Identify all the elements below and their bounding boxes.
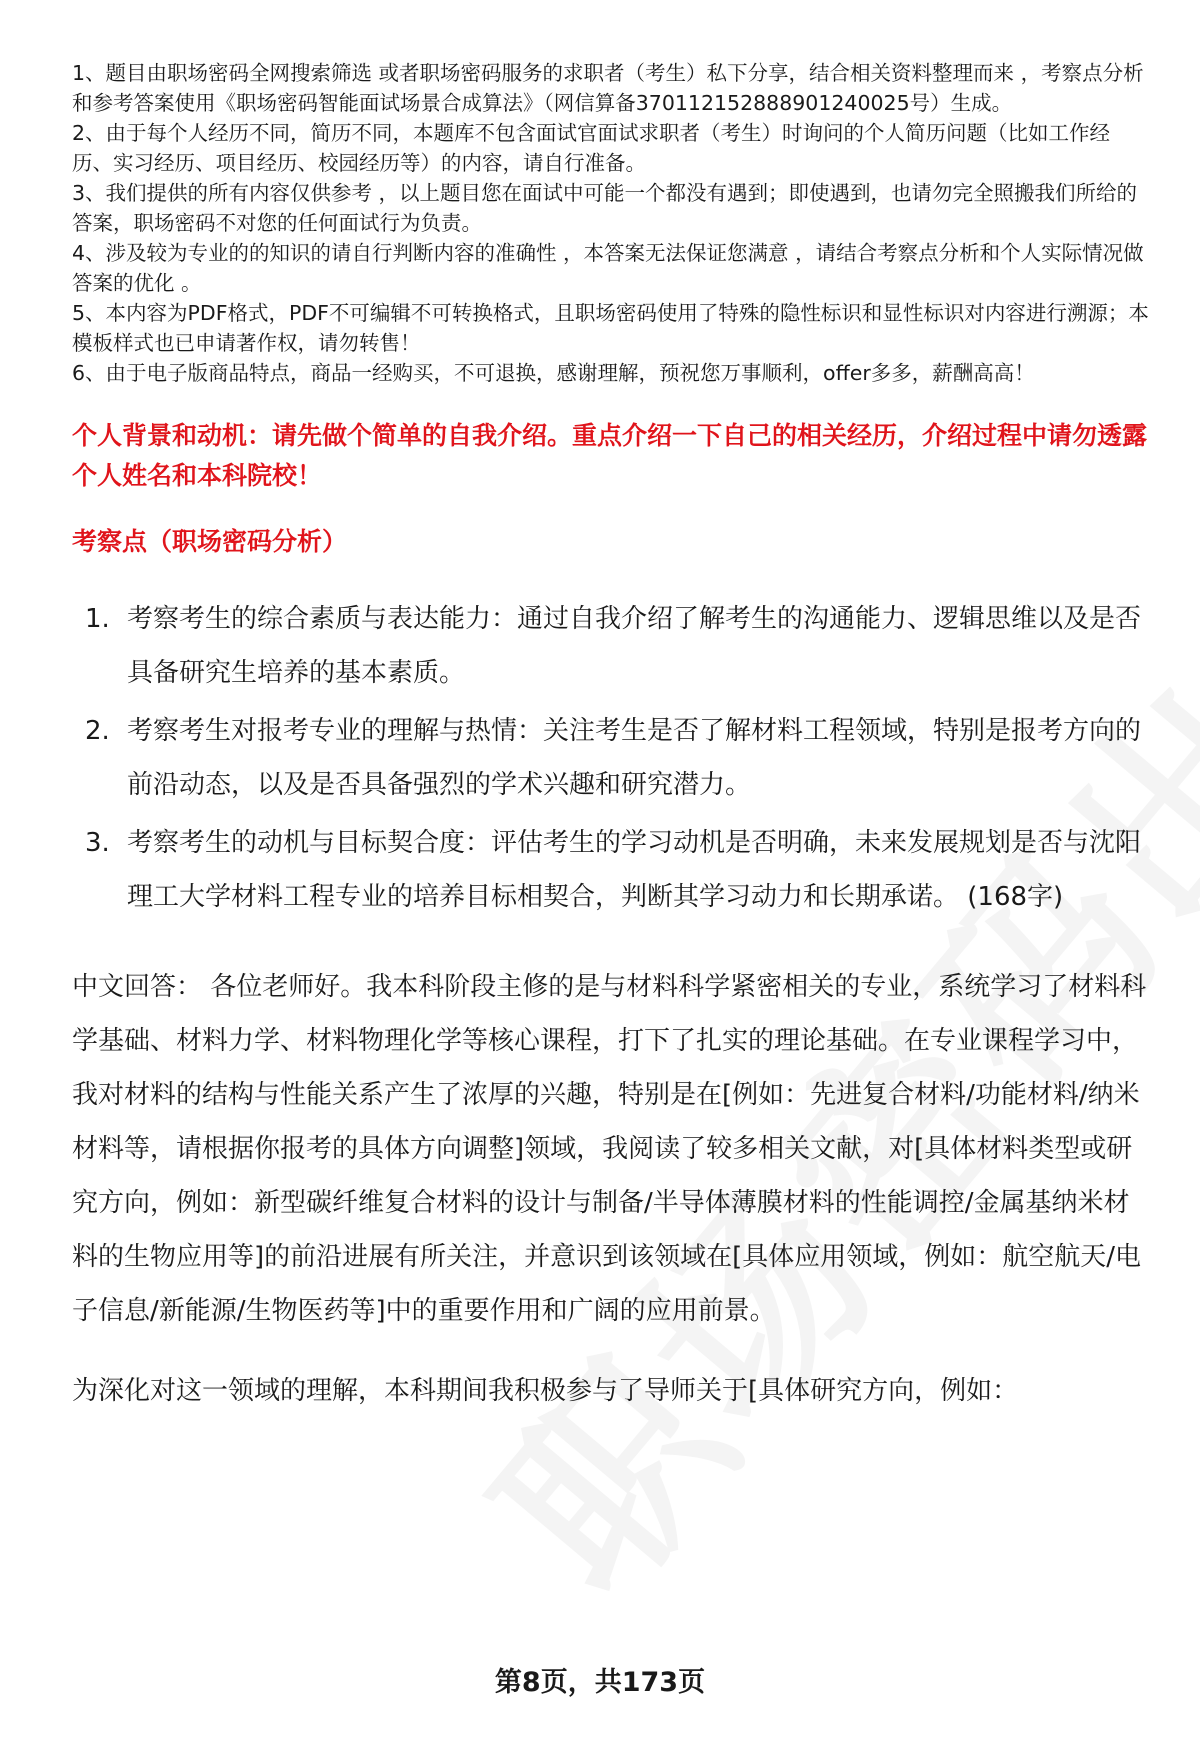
notice-item: 5、本内容为PDF格式，PDF不可编辑不可转换格式，且职场密码使用了特殊的隐性标识和显性标识对内容进行溯源；本模板样式也已申请著作权，请勿转售！	[72, 301, 1149, 355]
point-number: 3.	[85, 828, 110, 858]
point-number: 2.	[85, 716, 110, 746]
analysis-point	[72, 704, 1150, 812]
answer-paragraph: 为深化对这一领域的理解，本科期间我积极参与了导师关于[具体研究方向，例如：	[72, 1376, 1019, 1406]
interview-question: 个人背景和动机：请先做个简单的自我介绍。重点介绍一下自己的相关经历，介绍过程中请勿透露个人姓名和本科院校！	[72, 421, 1148, 490]
analysis-point	[72, 816, 1150, 924]
notice-item: 6、由于电子版商品特点，商品一经购买，不可退换，感谢理解，预祝您万事顺利，offer多多，薪酬高高！	[72, 361, 1035, 385]
point-text: 考察考生的动机与目标契合度：评估考生的学习动机是否明确，未来发展规划是否与沈阳理工大学材料工程专业的培养目标相契合，判断其学习动力和长期承诺。 (168字)	[127, 828, 1142, 912]
notice-item: 4、涉及较为专业的的知识的请自行判断内容的准确性 ，本答案无法保证您满意 ，请结合考察点分析和个人实际情况做答案的优化 。	[72, 241, 1144, 295]
analysis-title: 考察点（职场密码分析）	[72, 527, 348, 556]
analysis-point	[72, 592, 1150, 700]
answer-paragraph: 中文回答： 各位老师好。我本科阶段主修的是与材料科学紧密相关的专业，系统学习了材料科学基础、材料力学、材料物理化学等核心课程，打下了扎实的理论基础。在专业课程学习中，我对材料的结构与性能关系产生了浓厚的兴趣，特别是在[例如：先进复合材料/功能材料/纳米材料等，请根据你报考的具体方向调整]领域，我阅读了较多相关文献，对[具体材料类型或研究方向，例如：新型碳纤维复合材料的设计与制备/半导体薄膜材料的性能调控/金属基纳米材料的生物应用等]的前沿进展有所关注，并意识到该领域在[具体应用领域，例如：航空航天/电子信息/新能源/生物医药等]中的重要作用和广阔的应用前景。	[72, 972, 1147, 1326]
notice-item: 3、我们提供的所有内容仅供参考 ，以上题目您在面试中可能一个都没有遇到；即使遇到，也请勿完全照搬我们所给的答案，职场密码不对您的任何面试行为负责。	[72, 181, 1138, 235]
point-text: 考察考生对报考专业的理解与热情：关注考生是否了解材料工程领域，特别是报考方向的前沿动态，以及是否具备强烈的学术兴趣和研究潜力。	[127, 716, 1142, 800]
analysis-points	[72, 592, 1150, 924]
notice-list	[72, 58, 1150, 388]
point-text: 考察考生的综合素质与表达能力：通过自我介绍了解考生的沟通能力、逻辑思维以及是否具备研究生培养的基本素质。	[127, 604, 1142, 688]
point-number: 1.	[85, 604, 110, 634]
page-number: 第8页，共173页	[494, 1667, 706, 1698]
notice-item: 2、由于每个人经历不同，简历不同，本题库不包含面试官面试求职者（考生）时询问的个人简历问题（比如工作经历、实习经历、项目经历、校园经历等）的内容，请自行准备。	[72, 121, 1111, 175]
notice-item: 1、题目由职场密码全网搜索筛选 或者职场密码服务的求职者（考生）私下分享，结合相关资料整理而来 ，考察点分析和参考答案使用《职场密码智能面试场景合成算法》（网信算备370112152888901240025号）生成。	[72, 61, 1144, 115]
